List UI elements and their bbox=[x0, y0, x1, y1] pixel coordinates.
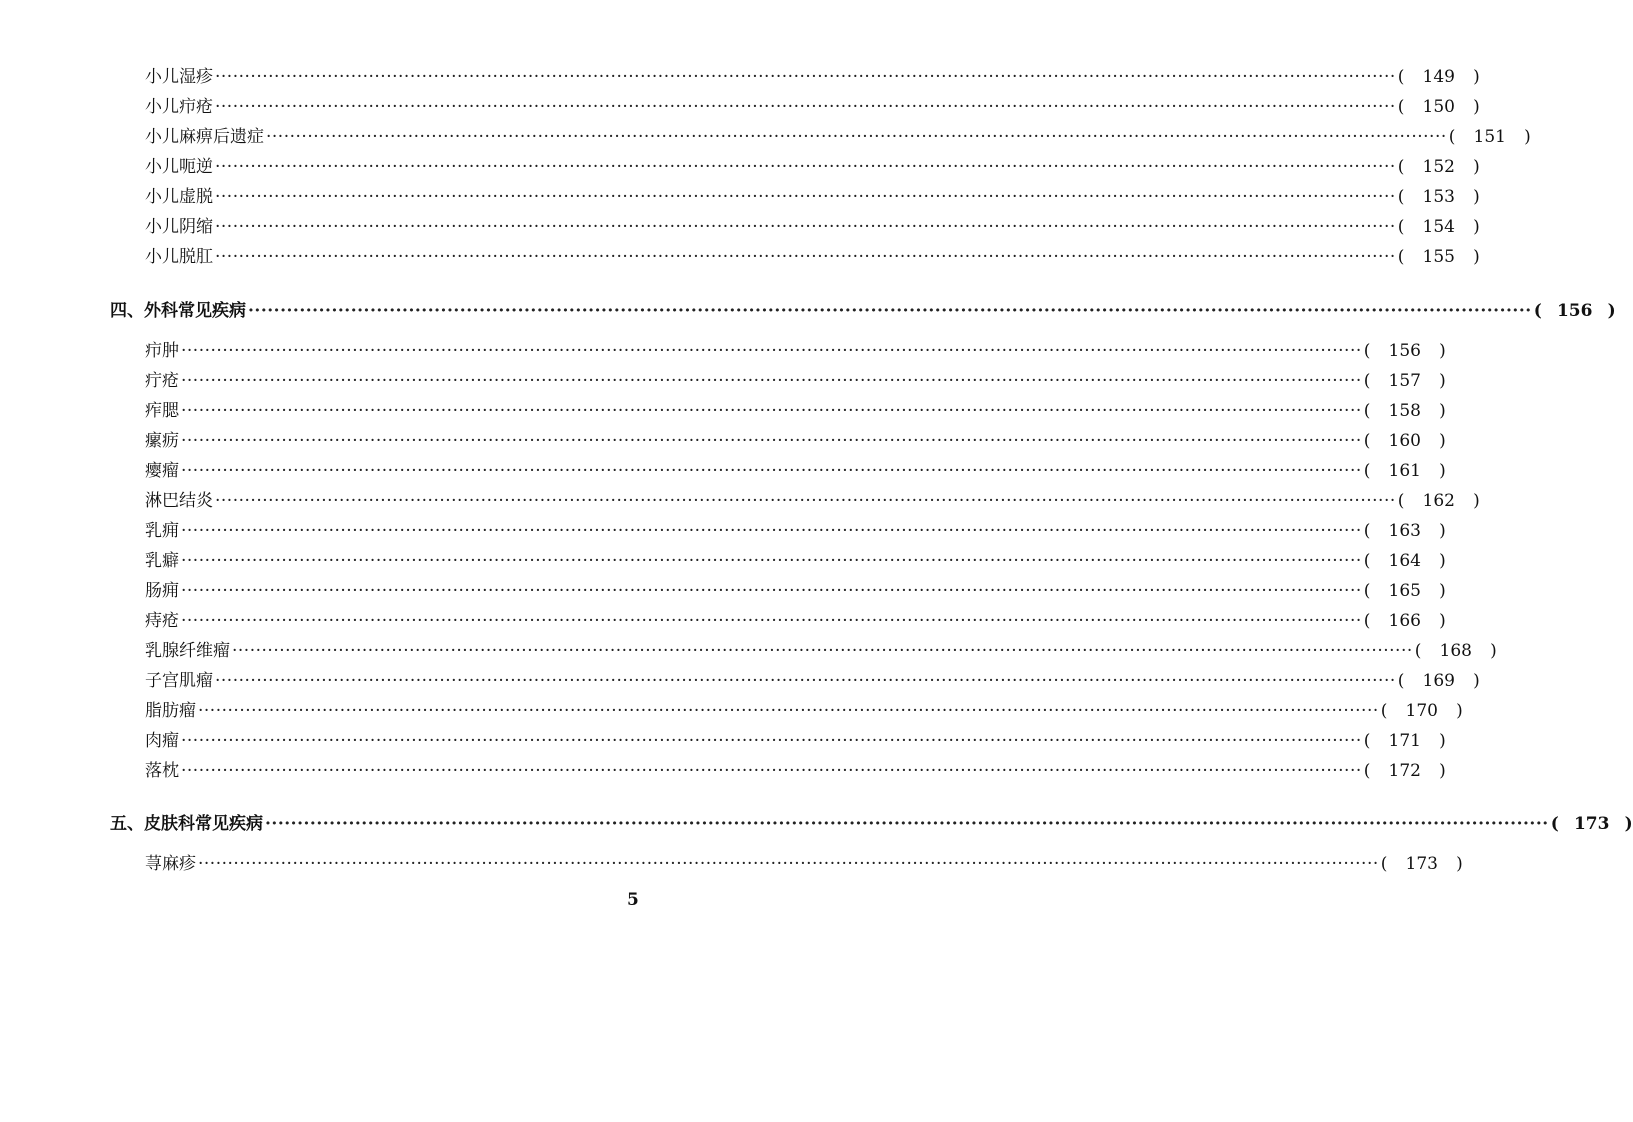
open-paren: ( bbox=[1397, 491, 1405, 511]
close-paren: ) bbox=[1473, 217, 1480, 237]
toc-page-ref bbox=[1381, 700, 1463, 722]
toc-chapter-entry bbox=[110, 300, 1616, 322]
toc-page-ref bbox=[1364, 520, 1446, 542]
toc-page-ref bbox=[1534, 300, 1616, 322]
toc-entry bbox=[145, 640, 1497, 662]
toc-entry bbox=[145, 760, 1446, 782]
close-paren: ) bbox=[1439, 521, 1446, 541]
open-paren: ( bbox=[1363, 761, 1371, 781]
toc-leader-dots: ········································································································································································································ bbox=[266, 127, 1447, 147]
toc-entry-title: 脂肪瘤 bbox=[145, 701, 196, 721]
toc-entry bbox=[145, 430, 1446, 452]
toc-entry bbox=[145, 610, 1446, 632]
toc-entry-title: 疔疮 bbox=[145, 371, 179, 391]
toc-page-ref bbox=[1398, 670, 1480, 692]
open-paren: ( bbox=[1397, 247, 1405, 267]
toc-page-ref bbox=[1364, 460, 1446, 482]
toc-entry-title: 小儿麻痹后遗症 bbox=[145, 127, 264, 147]
open-paren: ( bbox=[1414, 641, 1422, 661]
close-paren: ) bbox=[1456, 701, 1463, 721]
toc-leader-dots: ········································································································································································································ bbox=[198, 854, 1379, 874]
toc-entry bbox=[145, 460, 1446, 482]
toc-entry-page: 155 bbox=[1422, 247, 1455, 267]
toc-entry-title: 落枕 bbox=[145, 761, 179, 781]
toc-leader-dots: ········································································································································································································ bbox=[215, 157, 1396, 177]
page-number: 5 bbox=[627, 890, 639, 910]
toc-page-ref bbox=[1398, 96, 1480, 118]
toc-entry bbox=[145, 730, 1446, 752]
toc-entry-page: 154 bbox=[1422, 217, 1455, 237]
toc-leader-dots: ········································································································································································································ bbox=[215, 67, 1396, 87]
close-paren: ) bbox=[1607, 301, 1616, 321]
toc-entry-page: 162 bbox=[1422, 491, 1455, 511]
close-paren: ) bbox=[1439, 581, 1446, 601]
toc-page-ref bbox=[1398, 186, 1480, 208]
close-paren: ) bbox=[1439, 731, 1446, 751]
toc-entry-title: 五、皮肤科常见疾病 bbox=[110, 814, 263, 834]
close-paren: ) bbox=[1439, 611, 1446, 631]
toc-page-ref bbox=[1364, 610, 1446, 632]
toc-entry-page: 173 bbox=[1573, 814, 1610, 834]
toc-entry-title: 小儿湿疹 bbox=[145, 67, 213, 87]
toc-page-ref bbox=[1398, 156, 1480, 178]
toc-entry-title: 淋巴结炎 bbox=[145, 491, 213, 511]
toc-page-ref bbox=[1364, 580, 1446, 602]
open-paren: ( bbox=[1448, 127, 1456, 147]
toc-leader-dots: ········································································································································································································ bbox=[181, 461, 1362, 481]
open-paren: ( bbox=[1363, 341, 1371, 361]
open-paren: ( bbox=[1397, 157, 1405, 177]
toc-entry bbox=[145, 96, 1480, 118]
close-paren: ) bbox=[1524, 127, 1531, 147]
close-paren: ) bbox=[1439, 431, 1446, 451]
close-paren: ) bbox=[1473, 97, 1480, 117]
toc-leader-dots: ········································································································································································································ bbox=[215, 247, 1396, 267]
toc-leader-dots: ········································································································································································································ bbox=[181, 731, 1362, 751]
close-paren: ) bbox=[1439, 461, 1446, 481]
open-paren: ( bbox=[1363, 431, 1371, 451]
close-paren: ) bbox=[1439, 761, 1446, 781]
toc-entry-page: 169 bbox=[1422, 671, 1455, 691]
toc-page-ref bbox=[1364, 370, 1446, 392]
toc-leader-dots: ········································································································································································································ bbox=[181, 551, 1362, 571]
open-paren: ( bbox=[1397, 97, 1405, 117]
toc-entry-title: 荨麻疹 bbox=[145, 854, 196, 874]
toc-entry-page: 151 bbox=[1473, 127, 1506, 147]
close-paren: ) bbox=[1439, 371, 1446, 391]
toc-entry bbox=[145, 186, 1480, 208]
open-paren: ( bbox=[1380, 854, 1388, 874]
toc-leader-dots: ········································································································································································································ bbox=[215, 187, 1396, 207]
toc-page-ref bbox=[1364, 550, 1446, 572]
toc-page-ref bbox=[1381, 853, 1463, 875]
toc-page-ref bbox=[1449, 126, 1531, 148]
toc-entry-title: 痄腮 bbox=[145, 401, 179, 421]
toc-leader-dots: ········································································································································································································ bbox=[181, 581, 1362, 601]
close-paren: ) bbox=[1490, 641, 1497, 661]
close-paren: ) bbox=[1439, 551, 1446, 571]
close-paren: ) bbox=[1439, 341, 1446, 361]
toc-leader-dots: ········································································································································································································ bbox=[215, 491, 1396, 511]
toc-page-ref bbox=[1398, 490, 1480, 512]
toc-entry-title: 痔疮 bbox=[145, 611, 179, 631]
open-paren: ( bbox=[1397, 67, 1405, 87]
toc-entry-title: 瘰疬 bbox=[145, 431, 179, 451]
close-paren: ) bbox=[1473, 247, 1480, 267]
toc-entry-title: 肉瘤 bbox=[145, 731, 179, 751]
close-paren: ) bbox=[1473, 187, 1480, 207]
toc-page-ref bbox=[1398, 246, 1480, 268]
toc-entry-page: 161 bbox=[1388, 461, 1421, 481]
toc-entry bbox=[145, 126, 1531, 148]
open-paren: ( bbox=[1363, 611, 1371, 631]
toc-entry bbox=[145, 156, 1480, 178]
toc-leader-dots: ········································································································································································································ bbox=[265, 814, 1549, 834]
toc-page-ref bbox=[1364, 430, 1446, 452]
open-paren: ( bbox=[1363, 521, 1371, 541]
toc-leader-dots: ········································································································································································································ bbox=[198, 701, 1379, 721]
close-paren: ) bbox=[1624, 814, 1633, 834]
toc-entry-page: 171 bbox=[1388, 731, 1421, 751]
toc-entry-page: 163 bbox=[1388, 521, 1421, 541]
toc-entry bbox=[145, 520, 1446, 542]
toc-entry-page: 149 bbox=[1422, 67, 1455, 87]
toc-page-ref bbox=[1364, 760, 1446, 782]
toc-page-ref bbox=[1364, 730, 1446, 752]
toc-leader-dots: ········································································································································································································ bbox=[181, 611, 1362, 631]
open-paren: ( bbox=[1363, 461, 1371, 481]
toc-page-ref bbox=[1398, 66, 1480, 88]
toc-leader-dots: ········································································································································································································ bbox=[181, 431, 1362, 451]
toc-entry-page: 172 bbox=[1388, 761, 1421, 781]
toc-entry bbox=[145, 670, 1480, 692]
close-paren: ) bbox=[1473, 491, 1480, 511]
toc-entry bbox=[145, 853, 1463, 875]
toc-leader-dots: ········································································································································································································ bbox=[181, 761, 1362, 781]
toc-leader-dots: ········································································································································································································ bbox=[181, 401, 1362, 421]
close-paren: ) bbox=[1473, 67, 1480, 87]
open-paren: ( bbox=[1363, 551, 1371, 571]
toc-chapter-entry bbox=[110, 813, 1633, 835]
toc-entry bbox=[145, 490, 1480, 512]
toc-entry-page: 170 bbox=[1405, 701, 1438, 721]
toc-entry-title: 乳癖 bbox=[145, 551, 179, 571]
toc-entry-page: 164 bbox=[1388, 551, 1421, 571]
toc-entry-title: 小儿脱肛 bbox=[145, 247, 213, 267]
toc-leader-dots: ········································································································································································································ bbox=[248, 301, 1532, 321]
toc-entry bbox=[145, 700, 1463, 722]
toc-page-ref bbox=[1364, 400, 1446, 422]
toc-leader-dots: ········································································································································································································ bbox=[215, 671, 1396, 691]
toc-entry-title: 瘿瘤 bbox=[145, 461, 179, 481]
toc-entry-page: 153 bbox=[1422, 187, 1455, 207]
toc-leader-dots: ········································································································································································································ bbox=[181, 371, 1362, 391]
toc-entry bbox=[145, 550, 1446, 572]
toc-leader-dots: ········································································································································································································ bbox=[215, 217, 1396, 237]
toc-entry-page: 156 bbox=[1556, 301, 1593, 321]
toc-entry bbox=[145, 66, 1480, 88]
toc-entry bbox=[145, 246, 1480, 268]
toc-leader-dots: ········································································································································································································ bbox=[181, 521, 1362, 541]
open-paren: ( bbox=[1380, 701, 1388, 721]
toc-entry-title: 子宫肌瘤 bbox=[145, 671, 213, 691]
toc-entry-page: 168 bbox=[1439, 641, 1472, 661]
toc-entry-title: 四、外科常见疾病 bbox=[110, 301, 246, 321]
toc-entry-page: 160 bbox=[1388, 431, 1421, 451]
close-paren: ) bbox=[1439, 401, 1446, 421]
toc-leader-dots: ········································································································································································································ bbox=[215, 97, 1396, 117]
toc-entry-title: 小儿阴缩 bbox=[145, 217, 213, 237]
toc-page-ref bbox=[1398, 216, 1480, 238]
toc-entry-title: 小儿呃逆 bbox=[145, 157, 213, 177]
toc-entry-title: 小儿疖疮 bbox=[145, 97, 213, 117]
open-paren: ( bbox=[1397, 671, 1405, 691]
toc-entry-title: 乳痈 bbox=[145, 521, 179, 541]
toc-entry-page: 173 bbox=[1405, 854, 1438, 874]
toc-page-ref bbox=[1551, 813, 1633, 835]
open-paren: ( bbox=[1397, 187, 1405, 207]
toc-entry-page: 158 bbox=[1388, 401, 1421, 421]
open-paren: ( bbox=[1363, 401, 1371, 421]
open-paren: ( bbox=[1363, 581, 1371, 601]
toc-entry-title: 小儿虚脱 bbox=[145, 187, 213, 207]
toc-entry-page: 152 bbox=[1422, 157, 1455, 177]
toc-entry bbox=[145, 370, 1446, 392]
toc-entry bbox=[145, 216, 1480, 238]
close-paren: ) bbox=[1456, 854, 1463, 874]
toc-entry-page: 150 bbox=[1422, 97, 1455, 117]
toc-entry bbox=[145, 580, 1446, 602]
open-paren: ( bbox=[1533, 301, 1542, 321]
close-paren: ) bbox=[1473, 157, 1480, 177]
toc-page-ref bbox=[1364, 340, 1446, 362]
toc-entry-page: 157 bbox=[1388, 371, 1421, 391]
toc-entry-page: 165 bbox=[1388, 581, 1421, 601]
toc-entry-page: 156 bbox=[1388, 341, 1421, 361]
toc-entry bbox=[145, 400, 1446, 422]
open-paren: ( bbox=[1550, 814, 1559, 834]
toc-entry-title: 肠痈 bbox=[145, 581, 179, 601]
close-paren: ) bbox=[1473, 671, 1480, 691]
toc-entry bbox=[145, 340, 1446, 362]
open-paren: ( bbox=[1363, 731, 1371, 751]
toc-leader-dots: ········································································································································································································ bbox=[181, 341, 1362, 361]
open-paren: ( bbox=[1397, 217, 1405, 237]
toc-leader-dots: ········································································································································································································ bbox=[232, 641, 1413, 661]
open-paren: ( bbox=[1363, 371, 1371, 391]
toc-page-ref bbox=[1415, 640, 1497, 662]
toc-entry-page: 166 bbox=[1388, 611, 1421, 631]
toc-entry-title: 疖肿 bbox=[145, 341, 179, 361]
toc-entry-title: 乳腺纤维瘤 bbox=[145, 641, 230, 661]
